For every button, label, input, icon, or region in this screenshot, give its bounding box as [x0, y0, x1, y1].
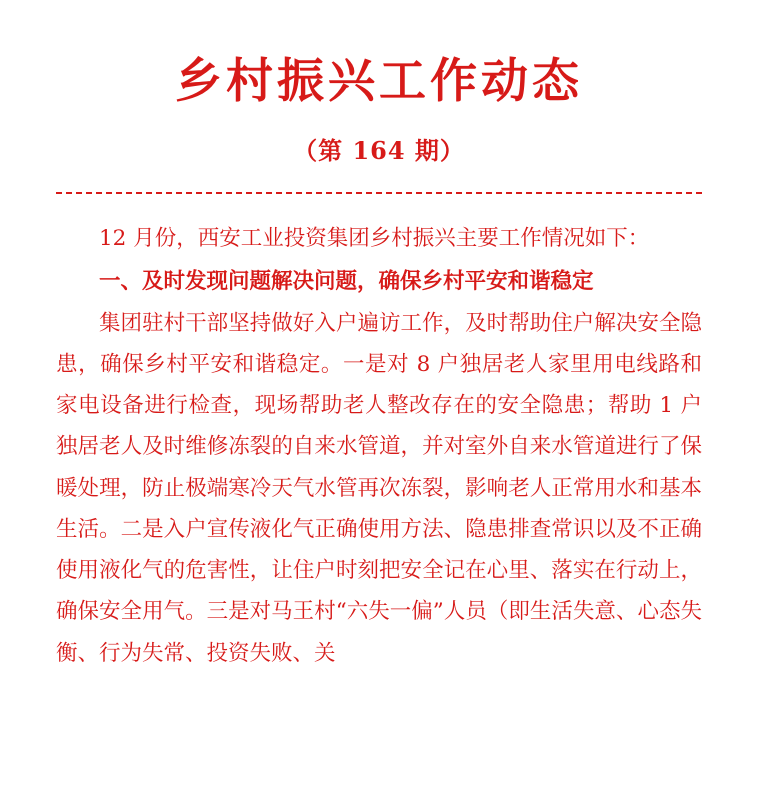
paragraph-intro: 12 月份，西安工业投资集团乡村振兴主要工作情况如下：: [99, 226, 650, 252]
page-title: 乡村振兴工作动态: [175, 54, 583, 109]
paragraph-section-1-heading: 一、及时发现问题解决问题，确保乡村平安和谐稳定: [99, 269, 594, 295]
document-body: [56, 218, 702, 674]
title-divider: [56, 192, 702, 194]
paragraph-section-1-body: 集团驻村干部坚持做好入户遍访工作，及时帮助住户解决安全隐患，确保乡村平安和谐稳定。一是对 8 户独居老人家里用电线路和家电设备进行检查，现场帮助老人整改存在的安全隐患；帮助 1 户独居老人及时维修冻裂的自来水管道，并对室外自来水管道进行了保暖处理，防止极端寒冷天气水管再次冻裂，影响老人正常用水和基本生活。二是入户宣传液化气正确使用方法、隐患排查常识以及不正确使用液化气的危害性，让住户时刻把安全记在心里、落实在行动上，确保安全用气。三是对马王村“六失一偏”人员（即生活失意、心态失衡、行为失常、投资失败、关: [56, 310, 702, 666]
issue-number: （第 164 期）: [293, 136, 465, 166]
document-page: [0, 55, 758, 802]
